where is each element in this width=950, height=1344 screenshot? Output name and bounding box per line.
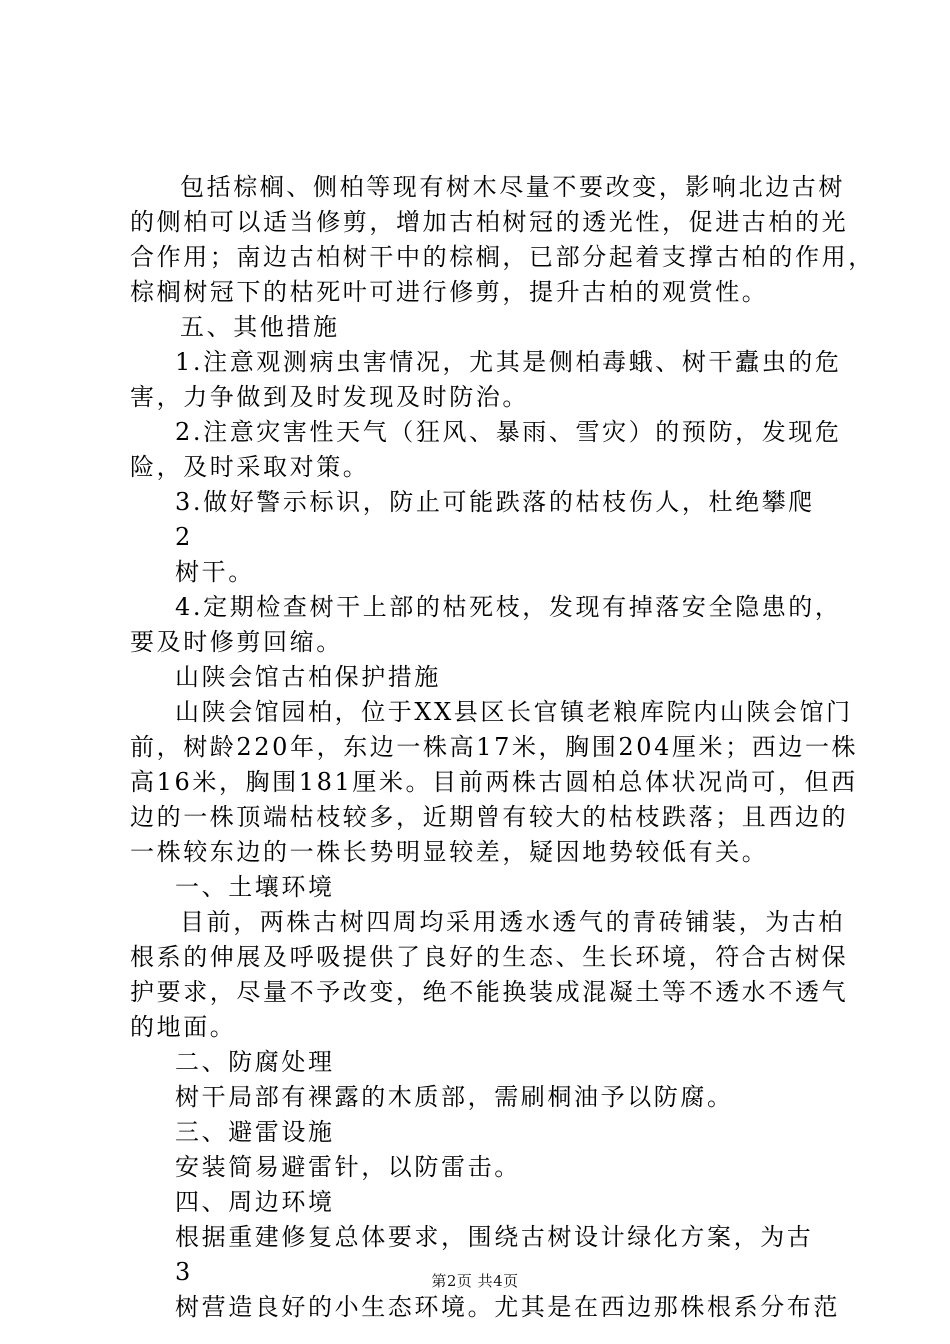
page-footer [0, 1270, 950, 1291]
section-heading: 一、土壤环境 [175, 873, 335, 901]
paragraph-line: 护要求，尽量不予改变，绝不能换装成混凝土等不透水不透气 [130, 978, 849, 1006]
paragraph-line: 合作用；南边古柏树干中的棕榈，已部分起着支撑古柏的作用， [130, 243, 875, 271]
list-item-line: 2.注意灾害性天气（狂风、暴雨、雪灾）的预防，发现危 [175, 418, 842, 446]
paragraph-line: 树干局部有裸露的木质部，需刷桐油予以防腐。 [175, 1083, 734, 1111]
section-heading: 四、周边环境 [175, 1188, 335, 1216]
paragraph-line: 根据重建修复总体要求，围绕古树设计绿化方案，为古 [175, 1223, 814, 1251]
list-item-line: 树干。 [175, 558, 255, 586]
list-item-line: 4.定期检查树干上部的枯死枝，发现有掉落安全隐患的， [175, 593, 842, 621]
paragraph-line: 山陕会馆园柏，位于XX县区长官镇老粮库院内山陕会馆门 [175, 698, 853, 726]
paragraph-line: 树营造良好的小生态环境。尤其是在西边那株根系分布范 [175, 1293, 840, 1321]
paragraph-line: 棕榈树冠下的枯死叶可进行修剪，提升古柏的观赏性。 [130, 278, 769, 306]
list-item-line: 3.做好警示标识，防止可能跌落的枯枝伤人，杜绝攀爬 [175, 488, 815, 516]
inline-page-number: 2 [175, 523, 193, 551]
list-item-line: 害，力争做到及时发现及时防治。 [130, 383, 529, 411]
paragraph-line: 边的一株顶端枯枝较多，近期曾有较大的枯枝跌落；且西边的 [130, 803, 849, 831]
paragraph-line: 根系的伸展及呼吸提供了良好的生态、生长环境，符合古树保 [130, 943, 849, 971]
paragraph-line: 高16米，胸围181厘米。目前两株古圆柏总体状况尚可，但西 [130, 768, 858, 796]
document-body [130, 170, 875, 1325]
paragraph-line: 前，树龄220年，东边一株高17米，胸围204厘米；西边一株 [130, 733, 859, 761]
paragraph-line: 目前，两株古树四周均采用透水透气的青砖铺装，为古柏 [180, 908, 845, 936]
paragraph-line: 的侧柏可以适当修剪，增加古柏树冠的透光性，促进古柏的光 [130, 208, 849, 236]
paragraph-line: 包括棕榈、侧柏等现有树木尽量不要改变，影响北边古树 [180, 173, 845, 201]
list-item-line: 1.注意观测病虫害情况，尤其是侧柏毒蛾、树干蠹虫的危 [175, 348, 842, 376]
paragraph-line: 安装简易避雷针，以防雷击。 [175, 1153, 521, 1181]
inline-page-number: 3 [175, 1258, 193, 1286]
document-title: 山陕会馆古柏保护措施 [175, 663, 441, 691]
section-heading: 三、避雷设施 [175, 1118, 335, 1146]
paragraph-line: 一株较东边的一株长势明显较差，疑因地势较低有关。 [130, 838, 769, 866]
list-item-line: 险，及时采取对策。 [130, 453, 370, 481]
paragraph-line: 的地面。 [130, 1013, 237, 1041]
section-heading: 五、其他措施 [180, 313, 340, 341]
list-item-line: 要及时修剪回缩。 [130, 628, 343, 656]
page-number-label: 第2页 共4页 [431, 1272, 519, 1290]
section-heading: 二、防腐处理 [175, 1048, 335, 1076]
